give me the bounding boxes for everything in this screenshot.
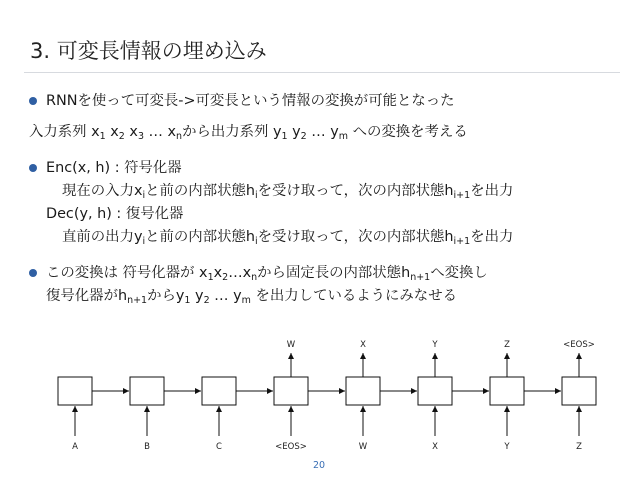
input-token-label: C [216, 442, 222, 452]
output-token-label: Z [504, 340, 510, 350]
text-segment: … y [209, 288, 242, 304]
rnn-cell [58, 377, 92, 405]
output-token-label: W [286, 340, 296, 350]
rnn-cell [562, 377, 596, 405]
text-segment: を受け取って，次の内部状態h [257, 183, 454, 199]
text-segment: と前の内部状態h [145, 183, 255, 199]
text-segment: 復号化器がh [46, 288, 128, 304]
rnn-cell [130, 377, 164, 405]
subscript: i [142, 190, 146, 201]
text-segment: への変換を考える [348, 124, 468, 140]
text-segment: から出力系列 y [182, 124, 282, 140]
text-segment: … x [143, 124, 177, 140]
page-number: 20 [312, 460, 326, 471]
encoder-heading: Enc(x, h) : 符号化器 [46, 160, 182, 176]
text-segment: x [213, 265, 223, 281]
subscript: 2 [118, 131, 125, 142]
text-segment: を出力しているようにみなせる [250, 288, 457, 304]
subscript: n+1 [410, 272, 431, 283]
input-token-label: B [144, 442, 150, 452]
subscript: 2 [300, 131, 307, 142]
input-token-label: Z [576, 442, 582, 452]
text-segment: x [124, 124, 138, 140]
rnn-cell [202, 377, 236, 405]
subscript: m [241, 295, 251, 306]
rnn-cell [346, 377, 380, 405]
text-segment: から固定長の内部状態h [257, 265, 411, 281]
text-segment: x [105, 124, 119, 140]
output-token-label: X [360, 340, 366, 350]
text-segment: 現在の入力x [62, 183, 143, 199]
subscript: n+1 [127, 295, 148, 306]
subscript: i+1 [453, 236, 471, 247]
subscript: m [338, 131, 349, 142]
rnn-cell [418, 377, 452, 405]
text-segment: y [287, 124, 301, 140]
output-token-label: Y [432, 340, 438, 350]
text-segment: y [190, 288, 204, 304]
subscript: n [251, 272, 258, 283]
subscript: 1 [281, 131, 288, 142]
text-segment: を出力 [470, 183, 514, 199]
decoder-heading: Dec(y, h) : 復号化器 [46, 206, 184, 222]
subscript: 1 [99, 131, 106, 142]
text-segment: と前の内部状態h [145, 229, 255, 245]
subscript: 3 [137, 131, 144, 142]
text-segment: を出力 [470, 229, 514, 245]
input-token-label: A [72, 442, 78, 452]
input-token-label: X [432, 442, 438, 452]
subscript: 2 [203, 295, 210, 306]
text-segment: この変換は 符号化器が x [46, 265, 208, 281]
subscript: 1 [207, 272, 214, 283]
text-segment: からy [147, 288, 185, 304]
subscript: i+1 [453, 190, 471, 201]
text-segment: …x [228, 265, 252, 281]
rnn-cell [274, 377, 308, 405]
subscript: 1 [184, 295, 191, 306]
input-token-label: Y [504, 442, 510, 452]
bullet-text-rnn: RNNを使って可変長->可変長という情報の変換が可能となった [46, 93, 455, 109]
subscript: n [176, 131, 183, 142]
output-token-label: <EOS> [563, 340, 595, 350]
subscript: i [254, 190, 258, 201]
subscript: i [254, 236, 258, 247]
text-segment: 入力系列 x [29, 124, 100, 140]
text-segment: を受け取って，次の内部状態h [257, 229, 454, 245]
subscript: 2 [222, 272, 229, 283]
text-segment: へ変換し [430, 265, 488, 281]
slide-title: 3. 可変長情報の埋め込み [30, 39, 267, 63]
text-segment: 直前の出力y [62, 229, 143, 245]
input-token-label: <EOS> [275, 442, 307, 452]
subscript: i [142, 236, 146, 247]
text-segment: … y [306, 124, 339, 140]
rnn-cell [490, 377, 524, 405]
input-token-label: W [358, 442, 368, 452]
